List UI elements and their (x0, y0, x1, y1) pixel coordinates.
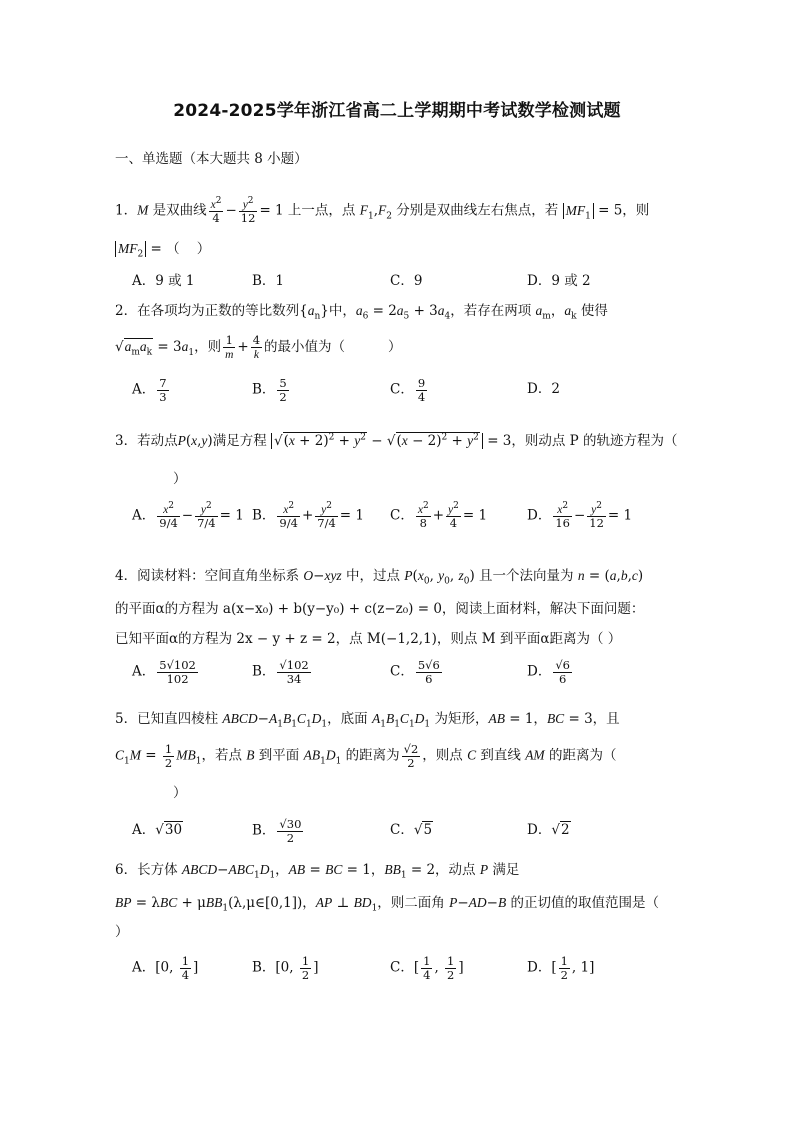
option-d: D．2 (527, 381, 560, 397)
option-a: A． $\frac{7}{3}$ (132, 376, 167, 404)
question-2-line-2: $√a_ma_k = 3a_1$，则 $\frac{1}{m}$ + $\frac{4}{k}$ 的最小值为（ ） (115, 333, 402, 361)
question-4-line-3: 已知平面α的方程为 2x − y + z = 2，点 M(−1,2,1)，则点 M 到平面α距离为（ ） (115, 631, 622, 647)
question-5-line-3: ） (173, 785, 187, 801)
question-5-line-2: $C_1M$ = $\frac{1}{2}$ $MB_1$，若点 B 到平面 $AB_1D_1$ 的距离为 $\frac{√2}{2}$ ，则点 C 到直线 AM 的距离为（ (115, 742, 617, 770)
question-1-line-1: 1．M 是双曲线 $\frac{x^2}{4}$ − $\frac{y^2}{12}$ = 1 上一点，点 $F_1,F_2$ 分别是双曲线左右焦点，若 $MF_1 = 5$，则 (115, 196, 650, 226)
option-c: C． $\frac{9}{4}$ (390, 376, 426, 404)
question-1-line-2: $MF_2$ = （ ） (115, 237, 210, 260)
option-d: D．[ $\frac{1}{2}$ , 1] (527, 954, 595, 982)
option-a: A．[0, $\frac{1}{4}$ ] (132, 954, 199, 982)
option-a: A． $\frac{x^2}{9/4}$ − $\frac{y^2}{7/4}$ = 1 (132, 501, 244, 531)
option-a: A．√30 (132, 822, 183, 838)
option-d: D．9 或 2 (527, 273, 591, 289)
option-a: A． $\frac{5√102}{102}$ (132, 658, 196, 686)
option-c: C．[ $\frac{1}{4}$ , $\frac{1}{2}$ ] (390, 954, 464, 982)
option-d: D． $\frac{√6}{6}$ (527, 658, 570, 686)
section-heading: 一、单选题（本大题共 8 小题） (115, 151, 308, 167)
option-c: C．√5 (390, 822, 433, 838)
option-a: A．9 或 1 (132, 273, 195, 289)
question-4-line-1: 4．阅读材料：空间直角坐标系 O−xyz 中，过点 $P(x_0$, $y_0$, $z_0$) 且一个法向量为 n = (a,b,c) (115, 568, 644, 587)
question-2-line-1: 2．在各项均为正数的等比数列$\{a_n\}$中，$a_6 = 2a_5 + 3a_4$，若存在两项 $a_m$，$a_k$ 使得 (115, 303, 608, 322)
option-c: C．9 (390, 273, 423, 289)
question-3-line-2: ） (173, 471, 187, 487)
question-5-line-1: 5．已知直四棱柱 $ABCD-A_1B_1C_1D_1$，底面 $A_1B_1C_1D_1$ 为矩形，AB = 1，BC = 3，且 (115, 711, 620, 730)
question-6-line-2: BP = λBC + μBB$_1$(λ,μ∈[0,1])，AP ⊥ $BD_1$，则二面角 P−AD−B 的正切值的取值范围是（ (115, 895, 660, 914)
option-b: B． $\frac{x^2}{9/4}$ + $\frac{y^2}{7/4}$ = 1 (252, 501, 364, 531)
option-d: D．√2 (527, 822, 570, 838)
question-6-line-1: 6．长方体 $ABCD-ABC_1D_1$，AB = BC = 1，$BB_1 = 2$，动点 P 满足 (115, 862, 520, 881)
option-b: B．[0, $\frac{1}{2}$ ] (252, 954, 319, 982)
option-b: B．1 (252, 273, 285, 289)
option-b: B． $\frac{√102}{34}$ (252, 658, 309, 686)
option-b: B． $\frac{5}{2}$ (252, 376, 287, 404)
question-4-line-2: 的平面α的方程为 a(x−x₀) + b(y−y₀) + c(z−z₀) = 0，阅读上面材料，解决下面问题： (115, 601, 645, 617)
option-c: C． $\frac{5√6}{6}$ (390, 658, 440, 686)
question-3-line-1: 3．若动点P(x,y)满足方程 $√(x + 2)^2 + y^2 - √(x - 2)^2 + y^2 = 3$，则动点 P 的轨迹方程为（ (115, 432, 678, 449)
option-c: C． $\frac{x^2}{8}$ + $\frac{y^2}{4}$ = 1 (390, 501, 488, 531)
question-6-line-3: ） (115, 924, 129, 940)
option-d: D． $\frac{x^2}{16}$ − $\frac{y^2}{12}$ = 1 (527, 501, 633, 531)
option-b: B． $\frac{√30}{2}$ (252, 817, 302, 845)
document-title: 2024-2025学年浙江省高二上学期期中考试数学检测试题 (173, 101, 621, 121)
